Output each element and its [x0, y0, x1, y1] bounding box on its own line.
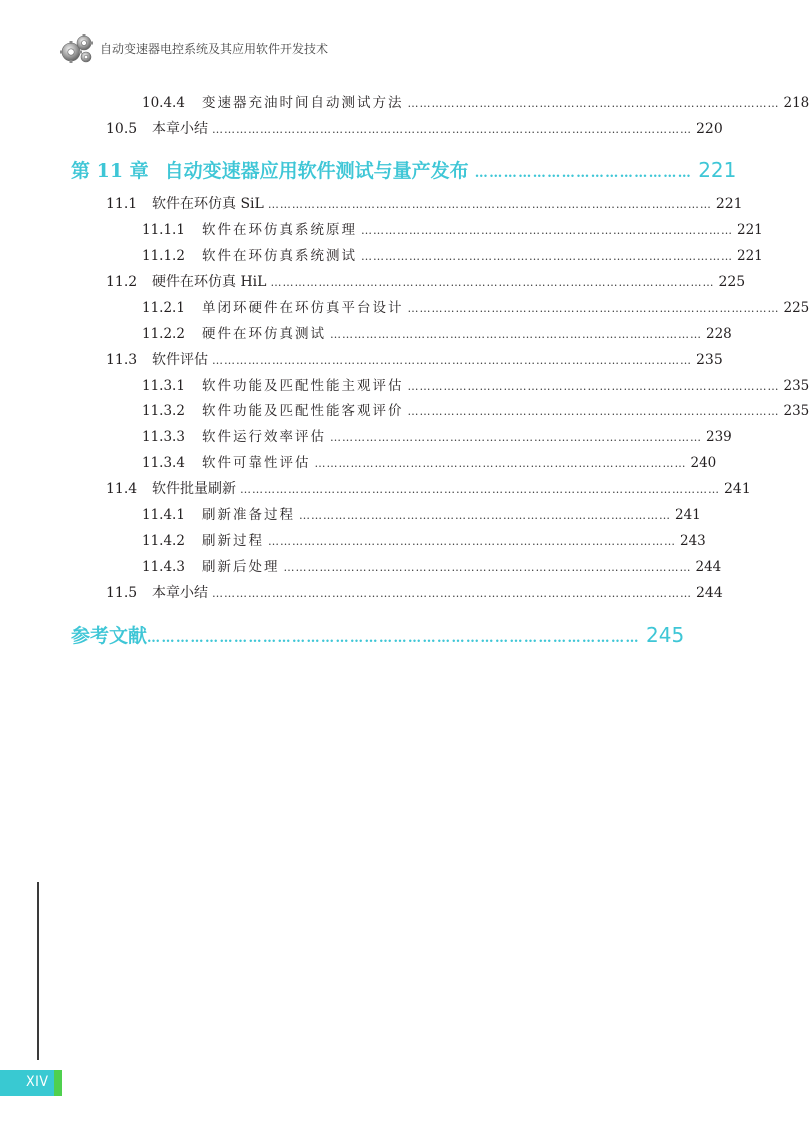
toc-entry[interactable] — [142, 427, 732, 447]
entry-page: 221 — [715, 196, 743, 212]
entry-title: 软件评估 — [152, 352, 208, 368]
entry-title: 软件在环仿真系统测试 — [202, 248, 357, 264]
entry-page: 221 — [737, 248, 763, 264]
toc-entry[interactable] — [142, 505, 701, 525]
toc-entry[interactable] — [142, 220, 763, 240]
entry-page: 235 — [783, 378, 809, 394]
leader-dots: ………………………………………………………………………………………………… — [270, 276, 715, 289]
entry-title: 本章小结 — [152, 585, 208, 601]
entry-number: 11.4.3 — [142, 559, 185, 575]
chapter-title: 自动变速器应用软件测试与量产发布 — [164, 160, 469, 182]
page-number: XIV — [26, 1074, 49, 1090]
entry-title: 软件功能及匹配性能客观评价 — [202, 403, 404, 419]
leader-dots: ………………………………………………………………………………………………………… — [212, 587, 692, 600]
gears-icon — [58, 32, 94, 66]
toc-entry[interactable] — [142, 401, 809, 421]
references-title: 参考文献 — [71, 625, 148, 647]
leader-dots: ………………………………………………………………………………… — [299, 509, 671, 522]
entry-title: 软件在环仿真 SiL — [152, 196, 264, 212]
entry-page: 241 — [724, 481, 751, 497]
entry-page: 225 — [718, 274, 746, 290]
toc-entry[interactable] — [106, 583, 723, 603]
toc-entry[interactable] — [106, 119, 723, 139]
margin-rule — [37, 882, 39, 1060]
leader-dots: ………………………………………………………………………………………………………… — [212, 123, 692, 136]
entry-number: 11.2 — [106, 274, 138, 290]
entry-number: 11.1.2 — [142, 248, 185, 264]
entry-title: 软件运行效率评估 — [202, 429, 326, 445]
leader-dots: ………………………………………………………………………………… — [361, 224, 733, 237]
entry-number: 11.1 — [106, 196, 138, 212]
entry-title: 刷新后处理 — [202, 559, 280, 575]
toc-entry[interactable] — [142, 246, 763, 266]
entry-number: 11.3.1 — [142, 378, 185, 394]
entry-title: 本章小结 — [152, 121, 208, 137]
entry-number: 11.4.2 — [142, 533, 185, 549]
leader-dots: ………………………………………………………………………………… — [407, 302, 780, 315]
entry-page: 225 — [783, 300, 809, 316]
entry-title: 软件功能及匹配性能主观评估 — [202, 378, 404, 394]
toc-entry[interactable] — [106, 272, 746, 292]
toc-entry[interactable] — [106, 479, 751, 499]
entry-number: 11.3.3 — [142, 429, 185, 445]
entry-number: 11.3 — [106, 352, 138, 368]
entry-number: 10.4.4 — [142, 95, 185, 111]
entry-page: 228 — [706, 326, 732, 342]
toc-entry[interactable] — [142, 376, 809, 396]
entry-title: 软件可靠性评估 — [202, 455, 311, 471]
leader-dots: ………………………………………………………………………………… — [407, 405, 780, 418]
toc-entry[interactable] — [142, 324, 732, 344]
chapter-number: 第 11 章 — [71, 160, 149, 182]
entry-page: 244 — [695, 559, 722, 575]
leader-dots: ………………………………………………………………………………… — [314, 457, 687, 470]
toc-entry[interactable] — [142, 453, 717, 473]
entry-number: 11.4 — [106, 481, 138, 497]
leader-dots: ………………………………………………………………………………… — [407, 97, 780, 110]
toc-entry[interactable] — [142, 531, 706, 551]
entry-page: 241 — [675, 507, 701, 523]
entry-page: 244 — [696, 585, 723, 601]
entry-title: 单闭环硬件在环仿真平台设计 — [202, 300, 404, 316]
entry-number: 11.5 — [106, 585, 138, 601]
references-heading[interactable] — [71, 621, 685, 649]
page-tab-accent — [54, 1070, 62, 1096]
leader-dots: ………………………………………………………………………………… — [407, 380, 780, 393]
entry-page: 218 — [783, 95, 809, 111]
header-title: 自动变速器电控系统及其应用软件开发技术 — [100, 42, 329, 56]
leader-dots: ………………………………………………………………………………………………………… — [240, 483, 720, 496]
entry-page: 221 — [737, 222, 763, 238]
leader-dots: ………………………………………………………………………………………………………… — [212, 354, 692, 367]
entry-title: 软件在环仿真系统原理 — [202, 222, 357, 238]
entry-title: 软件批量刷新 — [152, 481, 236, 497]
entry-number: 11.1.1 — [142, 222, 185, 238]
entry-page: 235 — [696, 352, 723, 368]
entry-page: 235 — [783, 403, 809, 419]
toc-entry[interactable] — [142, 557, 722, 577]
leader-dots: ………………………………………………………………………………………… — [147, 631, 641, 646]
leader-dots: ………………………………………………………………………………………………… — [267, 198, 712, 211]
entry-page: 243 — [680, 533, 706, 549]
entry-number: 10.5 — [106, 121, 138, 137]
leader-dots: ………………………………………………………………………………… — [361, 250, 733, 263]
entry-number: 11.3.4 — [142, 455, 185, 471]
entry-title: 刷新准备过程 — [202, 507, 295, 523]
toc-entry[interactable] — [106, 350, 723, 370]
entry-number: 11.2.1 — [142, 300, 185, 316]
entry-number: 11.4.1 — [142, 507, 185, 523]
toc-entry[interactable] — [142, 93, 809, 113]
entry-title: 刷新过程 — [202, 533, 264, 549]
leader-dots: ………………………………………………………………………………………… — [268, 535, 676, 548]
entry-number: 11.3.2 — [142, 403, 185, 419]
entry-page: 239 — [706, 429, 732, 445]
entry-page: 240 — [690, 455, 717, 471]
toc-entry[interactable] — [142, 298, 809, 318]
leader-dots: ……………………………………… — [474, 166, 693, 181]
leader-dots: ………………………………………………………………………………… — [330, 431, 702, 444]
entry-title: 硬件在环仿真测试 — [202, 326, 326, 342]
leader-dots: ………………………………………………………………………………………… — [283, 561, 692, 574]
entry-number: 11.2.2 — [142, 326, 185, 342]
entry-title: 硬件在环仿真 HiL — [152, 274, 267, 290]
chapter-page: 221 — [698, 158, 737, 182]
chapter-heading[interactable] — [71, 156, 737, 184]
entry-page: 220 — [696, 121, 723, 137]
references-page: 245 — [646, 623, 685, 647]
leader-dots: ………………………………………………………………………………… — [330, 328, 702, 341]
toc-entry[interactable] — [106, 194, 743, 214]
entry-title: 变速器充油时间自动测试方法 — [202, 95, 404, 111]
